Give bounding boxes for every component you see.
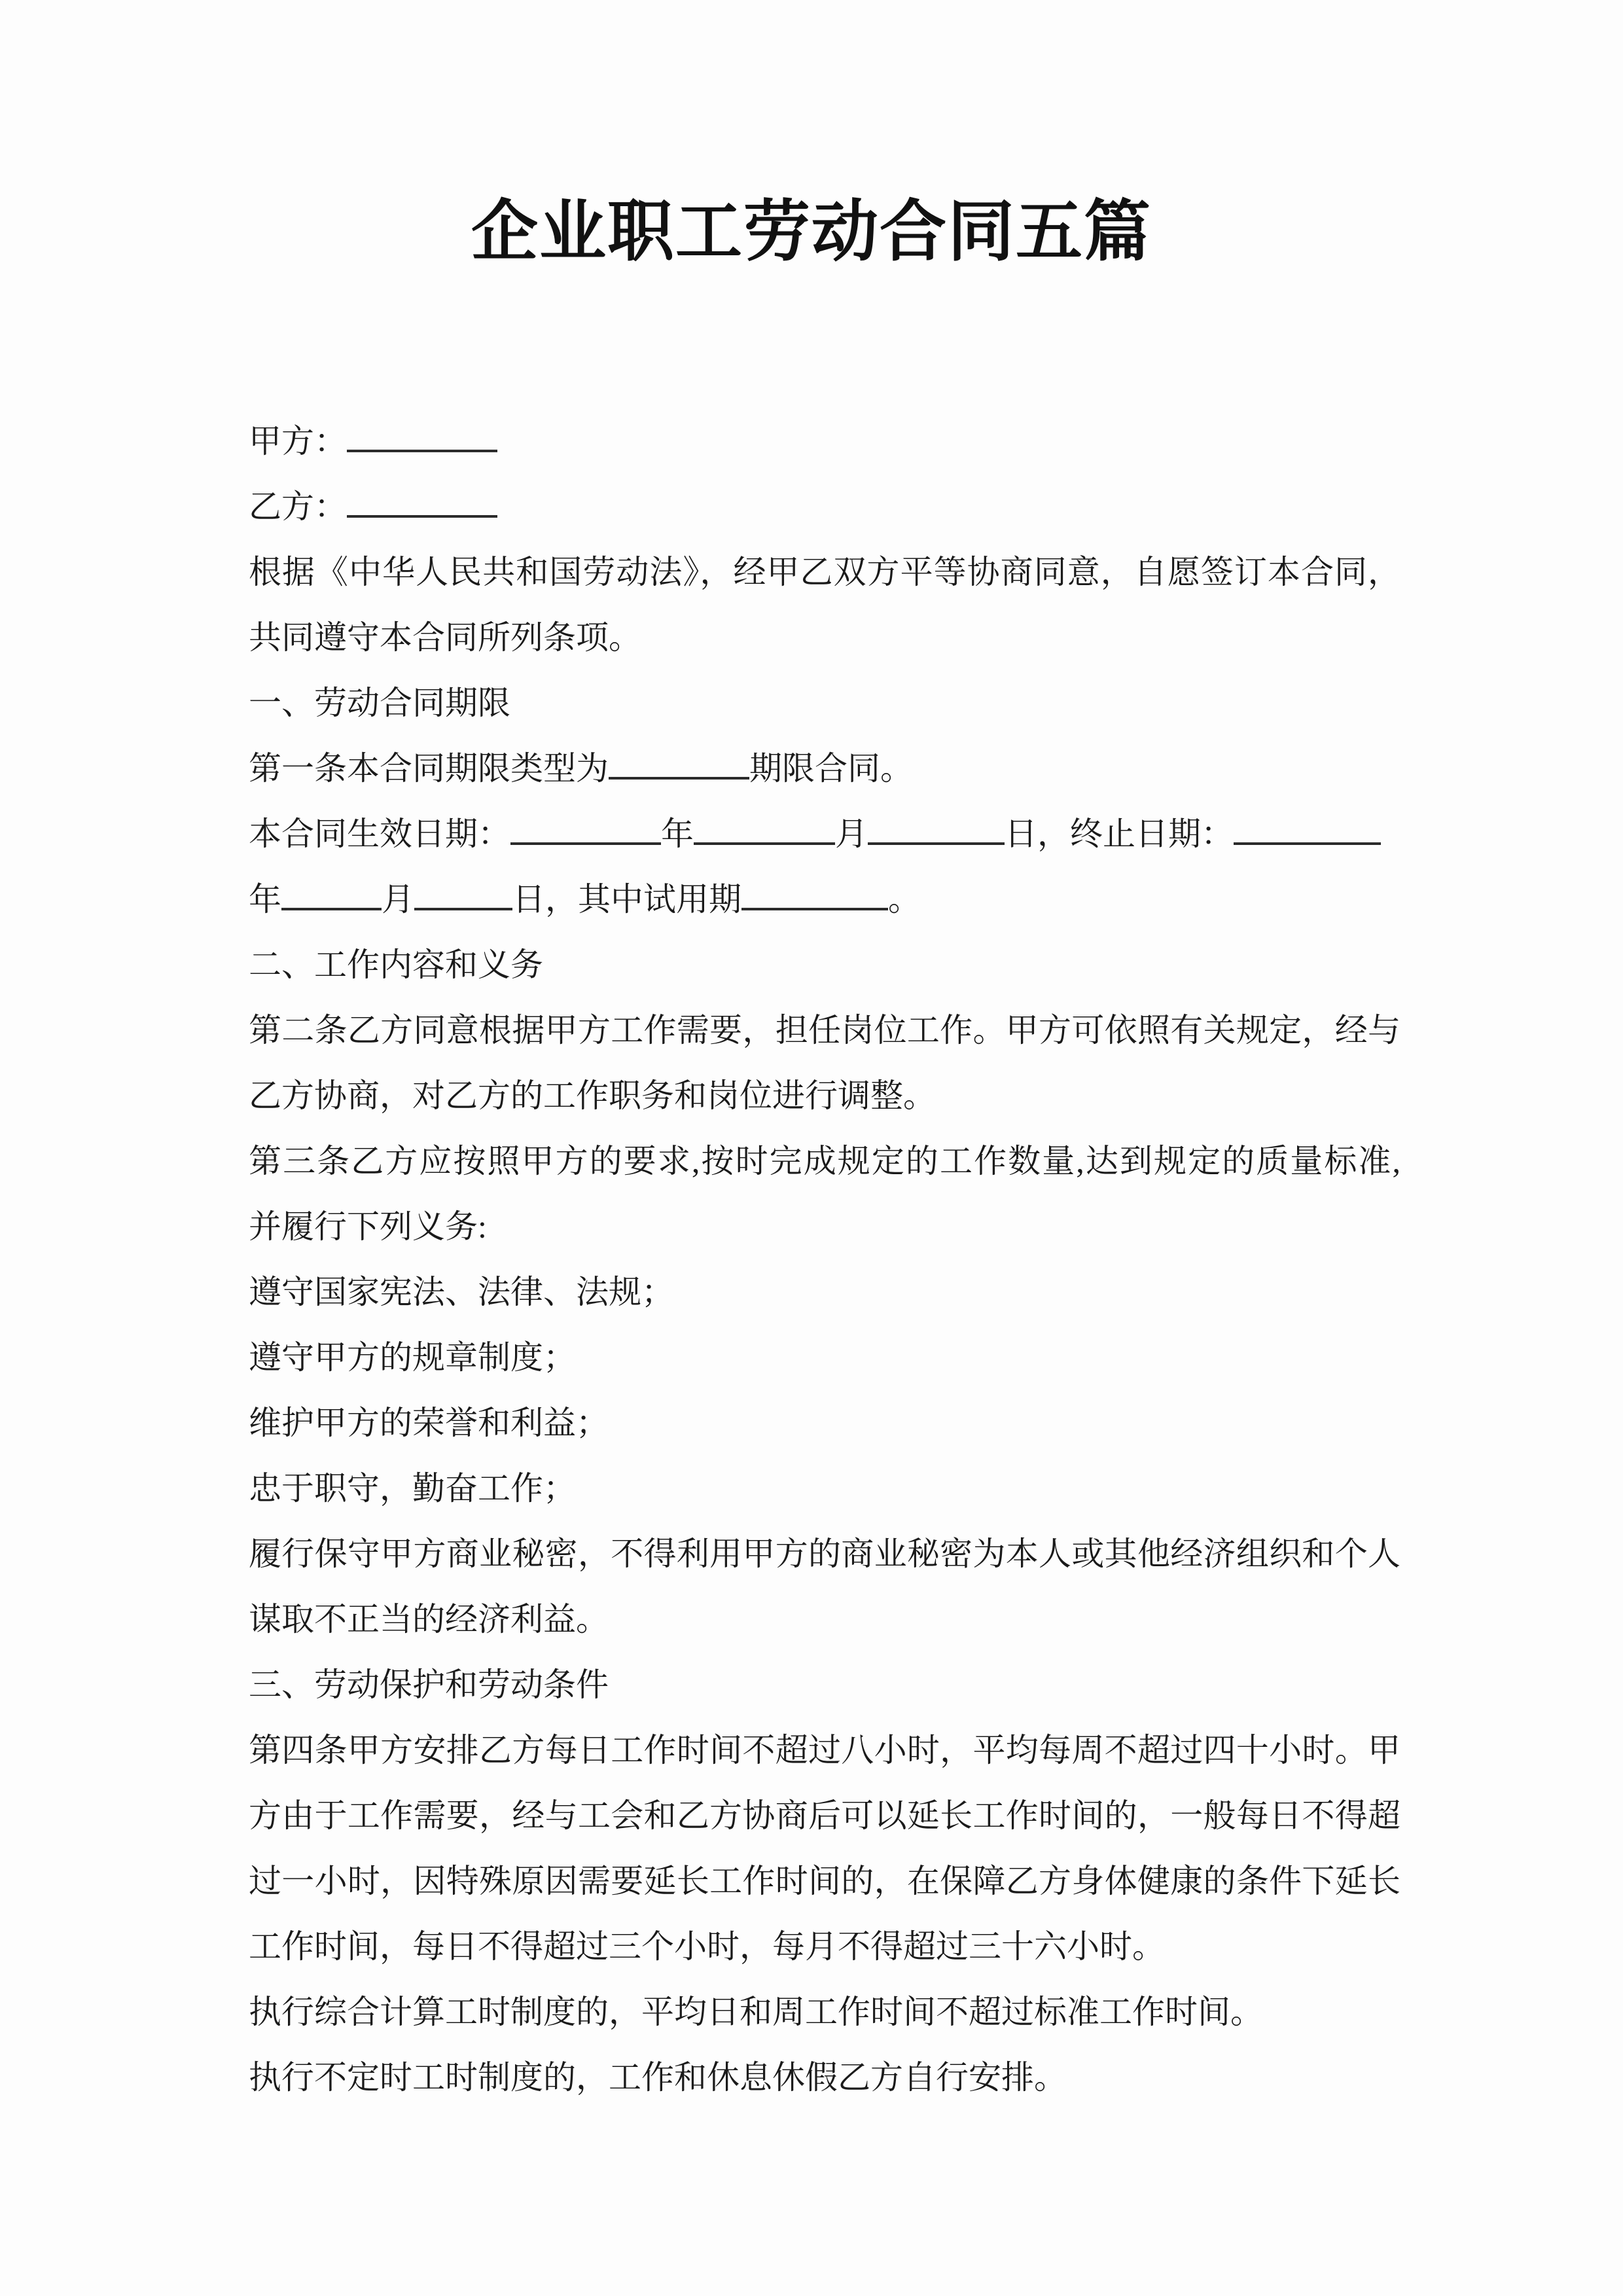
text-run: 执行不定时工时制度的，工作和休息休假乙方自行安排。: [249, 2059, 1067, 2096]
blank-underline-field: [347, 486, 497, 518]
text-run: 方由于工作需要，经与工会和乙方协商后可以延长工作时间的，一般每日不得超: [249, 1797, 1400, 1834]
text-run: 遵守国家宪法、法律、法规；: [249, 1274, 674, 1310]
text-run: 年: [249, 881, 281, 918]
document-line: [249, 1521, 1400, 1587]
document-line: [249, 1128, 1400, 1194]
text-run: 遵守甲方的规章制度；: [249, 1339, 576, 1376]
text-run: 执行综合计算工时制度的，平均日和周工作时间不超过标准工作时间。: [249, 1994, 1263, 2030]
document-line: [249, 2045, 1400, 2110]
text-run: 维护甲方的荣誉和利益；: [249, 1405, 609, 1441]
text-run: 月: [382, 881, 414, 918]
text-run: 乙方：: [249, 488, 347, 525]
blank-underline-field: [609, 748, 749, 780]
document-line: [249, 408, 1400, 474]
document-line: [249, 1717, 1400, 1783]
text-run: 过一小时，因特殊原因需要延长工作时间的，在保障乙方身体健康的条件下延长: [249, 1863, 1400, 1899]
blank-underline-field: [868, 814, 1005, 845]
text-run: 工作时间，每日不得超过三个小时，每月不得超过三十六小时。: [249, 1928, 1165, 1965]
text-run: 一、劳动合同期限: [249, 685, 510, 721]
blank-underline-field: [347, 421, 497, 452]
document-line: [249, 1979, 1400, 2045]
text-run: 第一条本合同期限类型为: [249, 750, 609, 787]
text-run: 忠于职守，勤奋工作；: [249, 1470, 576, 1507]
text-run: 甲方：: [249, 423, 347, 459]
blank-underline-field: [741, 879, 888, 910]
document-line: [249, 1259, 1400, 1325]
document-line: [249, 474, 1400, 539]
document-line: [249, 1063, 1400, 1128]
document-line: [249, 736, 1400, 801]
document-line: [249, 1783, 1400, 1848]
document-line: [249, 1194, 1400, 1259]
document-line: [249, 670, 1400, 736]
document-line: [249, 1587, 1400, 1652]
blank-underline-field: [510, 814, 661, 845]
text-run: 乙方协商，对乙方的工作职务和岗位进行调整。: [249, 1077, 936, 1114]
document-line: [249, 1390, 1400, 1456]
blank-underline-field: [1234, 814, 1381, 845]
document-line: [249, 1848, 1400, 1914]
blank-underline-field: [414, 879, 512, 910]
document-line: [249, 867, 1400, 932]
document-line: [249, 1325, 1400, 1390]
text-run: 第二条乙方同意根据甲方工作需要，担任岗位工作。甲方可依照有关规定，经与: [249, 1012, 1400, 1049]
text-run: 日，其中试用期: [512, 881, 741, 918]
text-run: 并履行下列义务:: [249, 1208, 487, 1245]
document-line: [249, 1652, 1400, 1717]
text-run: 谋取不正当的经济利益。: [249, 1601, 609, 1638]
blank-underline-field: [694, 814, 835, 845]
text-run: 年: [661, 816, 694, 852]
text-run: 共同遵守本合同所列条项。: [249, 619, 641, 656]
document-line: [249, 801, 1400, 867]
blank-underline-field: [281, 879, 382, 910]
text-run: 本合同生效日期：: [249, 816, 510, 852]
document-title: 企业职工劳动合同五篇: [471, 196, 1152, 270]
text-run: 三、劳动保护和劳动条件: [249, 1666, 609, 1703]
text-run: 期限合同。: [749, 750, 913, 787]
document-body: [0, 408, 1623, 2110]
document-line: [249, 605, 1400, 670]
document-line: [249, 1914, 1400, 1979]
text-run: 履行保守甲方商业秘密，不得利用甲方的商业秘密为本人或其他经济组织和个人: [249, 1535, 1400, 1572]
text-run: 日，终止日期：: [1005, 816, 1234, 852]
document-line: [249, 997, 1400, 1063]
text-run: 。: [888, 881, 921, 918]
document-line: [249, 932, 1400, 997]
text-run: 月: [835, 816, 868, 852]
text-run: 第三条乙方应按照甲方的要求,按时完成规定的工作数量,达到规定的质量标准,: [249, 1143, 1400, 1179]
document-line: [249, 1456, 1400, 1521]
text-run: 二、工作内容和义务: [249, 946, 543, 983]
text-run: 根据《中华人民共和国劳动法》，经甲乙双方平等协商同意，自愿签订本合同，: [249, 554, 1400, 590]
document-line: [249, 539, 1400, 605]
text-run: 第四条甲方安排乙方每日工作时间不超过八小时，平均每周不超过四十小时。甲: [249, 1732, 1400, 1768]
